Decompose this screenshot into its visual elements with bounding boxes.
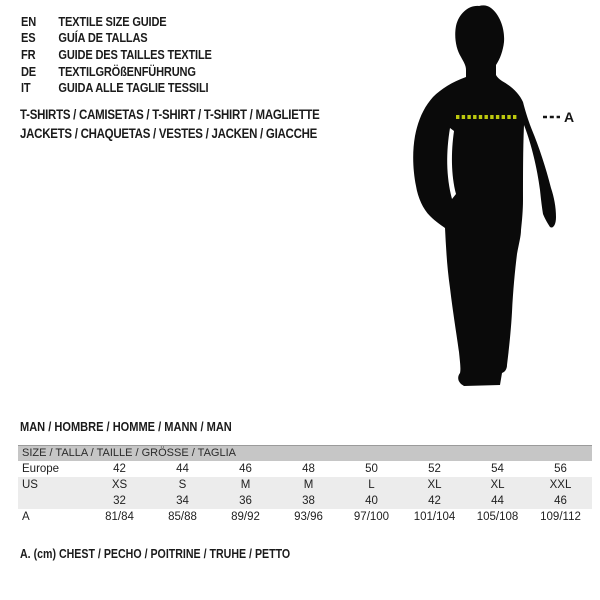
table-cell: 101/104 <box>413 511 456 523</box>
row-label: Europe <box>22 463 60 475</box>
table-cell: 54 <box>491 463 504 475</box>
table-cell: 52 <box>428 463 441 475</box>
lang-code: ES <box>21 30 36 46</box>
table-cell: 42 <box>113 463 126 475</box>
lang-label: TEXTILGRÖßENFÜHRUNG <box>58 63 196 79</box>
measure-label-a: A <box>564 109 575 125</box>
row-label: A <box>22 511 30 523</box>
row-label: US <box>22 479 38 491</box>
table-row-europe <box>18 461 592 477</box>
table-cell: 36 <box>239 495 252 507</box>
man-silhouette-body <box>413 5 556 386</box>
table-cell: 56 <box>554 463 567 475</box>
lang-code: EN <box>21 13 37 29</box>
table-cell: 38 <box>302 495 315 507</box>
lang-row-de <box>21 63 212 80</box>
size-table <box>18 445 592 525</box>
table-cell: 40 <box>365 495 378 507</box>
row-label <box>18 493 88 509</box>
table-cell: 89/92 <box>231 511 260 523</box>
table-row-a-chest <box>18 509 592 525</box>
table-cell: M <box>303 479 314 491</box>
lang-row-es <box>21 30 212 47</box>
man-heading: MAN / HOMBRE / HOMME / MANN / MAN <box>20 419 232 434</box>
category-line-jackets: JACKETS / CHAQUETAS / VESTES / JACKEN / GIACCHE <box>20 125 318 141</box>
table-cell: 109/112 <box>540 511 581 523</box>
table-cell: 42 <box>428 495 441 507</box>
table-cell: M <box>240 479 251 491</box>
table-cell: 93/96 <box>294 511 323 523</box>
lang-row-it <box>21 79 212 96</box>
lang-row-fr <box>21 46 212 63</box>
lang-code: FR <box>21 46 36 62</box>
table-cell: 97/100 <box>353 511 390 523</box>
table-cell: XXL <box>549 479 572 491</box>
measurement-footnote: A. (cm) CHEST / PECHO / POITRINE / TRUHE / PETTO <box>20 547 291 561</box>
lang-code: IT <box>21 80 31 96</box>
table-cell: XL <box>427 479 442 491</box>
lang-code: DE <box>21 63 37 79</box>
lang-label: TEXTILE SIZE GUIDE <box>58 13 167 29</box>
table-cell: XS <box>111 479 128 491</box>
table-row-us-numeric <box>18 493 592 509</box>
table-cell: 81/84 <box>105 511 134 523</box>
lang-label: GUIDA ALLE TAGLIE TESSILI <box>58 80 209 96</box>
lang-label: GUÍA DE TALLAS <box>58 30 148 46</box>
table-cell: 50 <box>365 463 378 475</box>
table-cell: 44 <box>176 463 189 475</box>
size-table-header: SIZE / TALLA / TAILLE / GRÖSSE / TAGLIA <box>18 445 592 461</box>
table-cell: XL <box>490 479 505 491</box>
table-cell: 48 <box>302 463 315 475</box>
lang-label: GUIDE DES TAILLES TEXTILE <box>58 46 212 62</box>
category-line-tshirts: T-SHIRTS / CAMISETAS / T-SHIRT / T-SHIRT / MAGLIETTE <box>20 107 320 122</box>
table-cell: 34 <box>176 495 189 507</box>
table-cell: 44 <box>491 495 504 507</box>
table-cell: 32 <box>113 495 126 507</box>
lang-row-en <box>21 13 212 30</box>
table-cell: 46 <box>554 495 567 507</box>
language-list <box>21 13 245 96</box>
table-row-us <box>18 477 592 493</box>
table-cell: 85/88 <box>168 511 197 523</box>
table-cell: 105/108 <box>476 511 519 523</box>
table-cell: 46 <box>239 463 252 475</box>
table-cell: S <box>178 479 187 491</box>
category-list <box>20 106 372 143</box>
table-cell: L <box>368 479 375 491</box>
man-silhouette <box>395 0 600 400</box>
